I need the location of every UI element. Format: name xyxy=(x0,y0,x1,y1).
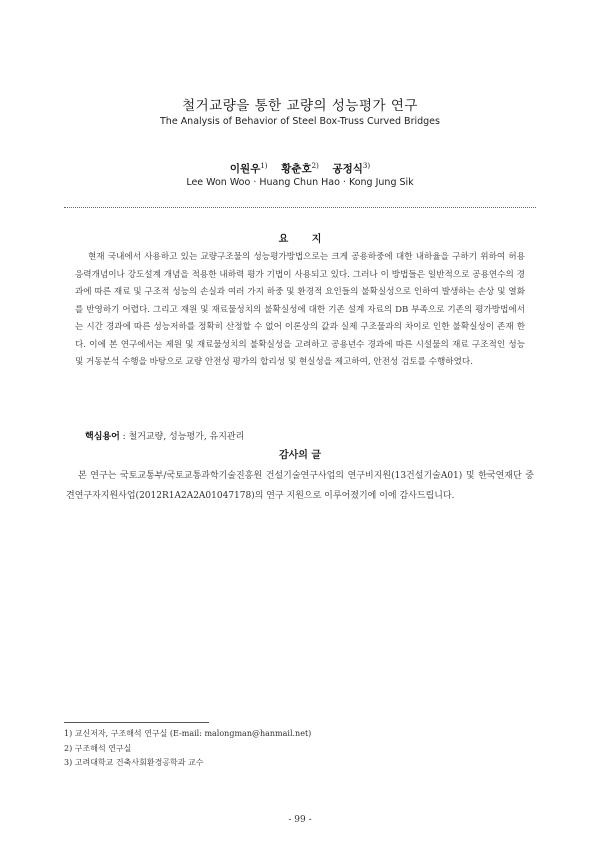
footnote: 2) 구조해석 연구실 xyxy=(64,743,132,753)
keywords-label: 핵심용어 xyxy=(85,432,120,442)
keywords-line xyxy=(85,429,525,442)
author-footnote-mark: 3) xyxy=(362,162,371,170)
dotted-divider xyxy=(64,207,536,208)
footnote: 3) 고려대학교 건축사회환경공학과 교수 xyxy=(64,758,204,767)
acknowledgement-heading: 감사의 글 xyxy=(278,450,322,461)
paper-title-english: The Analysis of Behavior of Steel Box-Truss Curved Bridges xyxy=(160,116,440,127)
author-footnote-mark: 1) xyxy=(260,162,268,170)
acknowledgement-body: 본 연구는 국토교통부/국토교통과학기술진흥원 건설기술연구사업의 연구비지원(13건설기술A01) 및 한국연재단 중견연구자지원사업(2012R1A2A2A01047178)의 연구 지원으로 이루어졌기에 이에 감사드립니다. xyxy=(66,471,534,501)
author-footnote-mark: 2) xyxy=(311,162,319,170)
keywords-separator: : xyxy=(119,432,129,442)
page-number: - 99 - xyxy=(288,815,312,825)
paper-title-korean: 철거교량을 통한 교량의 성능평가 연구 xyxy=(182,98,418,114)
abstract-body: 현재 국내에서 사용하고 있는 교량구조물의 성능평가방법으로는 크게 공용하중에 대한 내하율을 구하기 위하여 허용응력개념이나 강도설계 개념을 적용한 내하력 평가 기법이 사용되고 있다. 그러나 이 방법들은 일반적으로 공용연수의 경과에 따른 재료 및 구조적 성능의 손실과 여러 가지 하중 및 환경적 요인들의 불확실성으로 인하여 발생하는 손상 및 열화를 반영하기 어렵다. 그리고 재원 및 재료물성치의 불확실성에 대한 기존 설계 자료의 DB 부족으로 기존의 평가방법에서는 시간 경과에 따른 성능저하를 정확히 산정할 수 없어 이론상의 값과 실제 구조물과의 차이로 인한 불확실성이 존재 한다. 이에 본 연구에서는 제원 및 재료물성치의 불확실성을 고려하고 공용년수 경과에 따른 시설물의 재료 구조적인 성능 및 거동분석 수행을 바탕으로 교량 안전성 평가의 합리성 및 현실성을 제고하여, 안전성 검토를 수행하였다. xyxy=(75,252,525,367)
author-name: 이원우 xyxy=(229,163,261,175)
footnote: 1) 교신저자, 구조해석 연구실 (E-mail: malongman@hanmail.net) xyxy=(64,729,312,738)
footnote-divider xyxy=(64,722,209,723)
keywords-text: 철거교량, 성능평가, 유지관리 xyxy=(128,432,245,442)
abstract-heading: 요 지 xyxy=(278,234,332,245)
footnotes xyxy=(64,727,534,771)
author-list-english: Lee Won Woo · Huang Chun Hao · Kong Jung Sik xyxy=(186,177,414,188)
author-list-korean xyxy=(0,161,600,176)
author-name: 공정식 xyxy=(332,163,363,175)
author-name: 황춘호 xyxy=(281,163,312,175)
